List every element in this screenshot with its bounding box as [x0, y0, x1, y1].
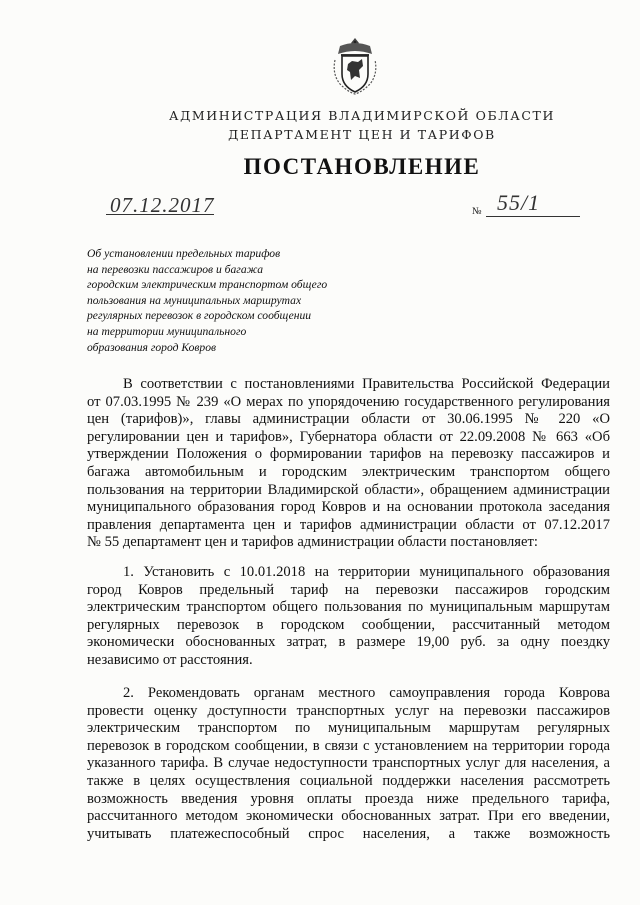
paragraph-line: утверждении Положения о формировании тарифов на перевозку пассажиров и	[87, 446, 610, 463]
number-label: №	[472, 206, 482, 217]
coat-of-arms-emblem	[330, 34, 380, 96]
item-2-paragraph	[87, 685, 610, 843]
paragraph-line: рассчитанного методом экономически обоснованных затрат. При его введении,	[87, 808, 610, 825]
paragraph-line: независимо от расстояния.	[87, 651, 253, 668]
department-name: ДЕПАРТАМЕНТ ЦЕН И ТАРИФОВ	[228, 127, 496, 142]
paragraph-line: также в целях осуществления социальной поддержки населения рассмотреть	[87, 772, 610, 789]
subject-line: на перевозки пассажиров и багажа	[87, 262, 264, 276]
paragraph-line: правления департамента цен и тарифов администрации области от 07.12.2017	[87, 516, 610, 533]
paragraph-line: учитывать платежеспособный спрос населения, а также возможность	[87, 825, 610, 842]
subject-line: пользования на муниципальных маршрутах	[87, 293, 302, 307]
document-subject	[87, 246, 387, 355]
paragraph-line: В соответствии с постановлениями Правительства Российской Федерации	[123, 376, 610, 392]
paragraph-line: электрическим транспортом по муниципальным маршрутам регулярных	[87, 720, 610, 737]
subject-line: городским электрическим транспортом общего	[87, 278, 328, 292]
preamble-paragraph	[87, 376, 610, 552]
paragraph-line: электрическим транспортом общего пользования по муниципальным маршрутам	[87, 599, 610, 616]
date-underline	[106, 214, 214, 215]
org-name: АДМИНИСТРАЦИЯ ВЛАДИМИРСКОЙ ОБЛАСТИ	[169, 108, 555, 123]
subject-line: на территории муниципального	[87, 324, 247, 338]
paragraph-line: город Ковров предельный тариф на перевозки пассажиров городским	[87, 581, 610, 598]
paragraph-line: пользования на территории Владимирской области», обращением администрации	[87, 481, 610, 498]
paragraph-line: багажа автомобильным и городским электрическим транспортом общего	[87, 463, 610, 480]
subject-line: регулярных перевозок в городском сообщении	[87, 309, 312, 323]
paragraph-line: возможность введения уровня оплаты проезда ниже предельного тарифа,	[87, 790, 610, 807]
document-type-title: ПОСТАНОВЛЕНИЕ	[243, 154, 481, 179]
paragraph-line: перевозок в городском сообщении, в связи с установлением на территории города	[87, 737, 610, 754]
subject-line: образования город Ковров	[87, 340, 217, 354]
paragraph-line: муниципального образования город Ковров и на основании протокола заседания	[87, 499, 610, 516]
paragraph-line: от 07.03.1995 № 239 «О мерах по упорядочению государственного регулирования	[87, 393, 610, 410]
paragraph-line: указанного тарифа. В случае недоступности транспортных услуг для населения, а	[87, 755, 610, 772]
paragraph-line: 2. Рекомендовать органам местного самоуправления города Коврова	[123, 685, 610, 701]
document-date: 07.12.2017	[110, 193, 215, 217]
paragraph-line: регулярных перевозок в городском сообщении, рассчитанный методом	[87, 616, 610, 633]
paragraph-line: цен (тарифов)», главы администрации области от 30.06.1995 № 220 «О	[87, 411, 610, 428]
subject-line: Об установлении предельных тарифов	[87, 247, 281, 260]
paragraph-line: экономически обоснованных затрат, в размере 19,00 руб. за одну поездку	[87, 634, 610, 651]
paragraph-line: провести оценку доступности транспортных услуг на перевозки пассажиров	[87, 702, 610, 719]
item-1-paragraph	[87, 564, 610, 670]
paragraph-line: № 55 департамент цен и тарифов администрации области постановляет:	[87, 534, 538, 551]
document-number: 55/1	[497, 190, 541, 215]
paragraph-line: 1. Установить с 10.01.2018 на территории муниципального образования	[123, 564, 610, 580]
number-underline	[486, 216, 580, 217]
paragraph-line: регулировании цен и тарифов», Губернатора области от 22.09.2008 № 663 «Об	[87, 428, 610, 445]
